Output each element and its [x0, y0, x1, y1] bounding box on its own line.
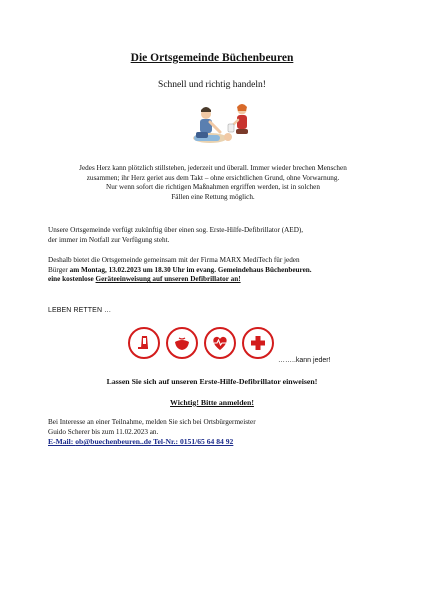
kann-jeder-label: ……..kann jeder!	[278, 357, 331, 364]
session-prefix: Bürger	[48, 265, 70, 274]
session-paragraph	[48, 256, 388, 285]
heart-pulse-icon	[204, 327, 236, 359]
page-title: Die Ortsgemeinde Büchenbeuren	[130, 52, 294, 64]
session-date-line	[48, 266, 388, 276]
cpr-illustration	[176, 100, 256, 150]
session-line: Deshalb bietet die Ortsgemeinde gemeinsam mit der Firma MARX MediTech für jeden	[48, 256, 300, 264]
contact-paragraph	[48, 418, 388, 437]
registration-callout: Wichtig! Bitte anmelden!	[170, 398, 254, 407]
contact-details	[48, 437, 233, 446]
email-link[interactable]: ob@buechenbeuren..de	[75, 437, 152, 446]
red-cross-icon	[242, 327, 274, 359]
leben-retten-label: LEBEN RETTEN …	[48, 307, 112, 314]
intro-line: Fällen eine Rettung möglich.	[171, 192, 255, 201]
session-date: am Montag, 13.02.2023 um 18.30 Uhr im evang. Gemeindehaus Büchenbeuren.	[69, 265, 312, 274]
phone-number[interactable]: Tel-Nr.: 0151/65 64 84 92	[153, 437, 234, 446]
instruction-callout: Lassen Sie sich auf unseren Erste-Hilfe-Defibrillator einweisen!	[106, 377, 318, 386]
aed-paragraph	[48, 226, 388, 245]
first-aid-icon-row	[128, 327, 274, 361]
intro-line: Nur wenn sofort die richtigen Maßnahmen ergriffen werden, ist in solchen	[106, 183, 320, 192]
session-offer: eine kostenlose	[48, 275, 96, 284]
inhaler-icon	[128, 327, 160, 359]
contact-line: Guido Scherer bis zum 11.02.2023 an.	[48, 427, 159, 436]
session-offer-highlight: Geräteeinweisung auf unseren Defibrillator an!	[95, 275, 241, 284]
aed-line: der immer im Notfall zur Verfügung steht.	[48, 235, 170, 244]
aed-line: Unsere Ortsgemeinde verfügt zukünftig über einen sog. Erste-Hilfe-Defibrillator (AED),	[48, 226, 304, 234]
intro-paragraph	[48, 164, 378, 202]
intro-line: Jedes Herz kann plötzlich stillstehen, jederzeit und überall. Immer wieder brechen Menschen	[79, 164, 347, 172]
blood-drop-icon	[166, 327, 198, 359]
session-offer-line	[48, 275, 388, 285]
contact-line: Bei Interesse an einer Teilnahme, melden Sie sich bei Ortsbürgermeister	[48, 418, 256, 426]
intro-line: zusammen; ihr Herz geriet aus dem Takt – ohne ersichtlichen Grund, ohne Vorwarnung.	[86, 173, 340, 182]
email-label: E-Mail:	[48, 437, 76, 446]
page-subtitle: Schnell und richtig handeln!	[158, 80, 266, 90]
